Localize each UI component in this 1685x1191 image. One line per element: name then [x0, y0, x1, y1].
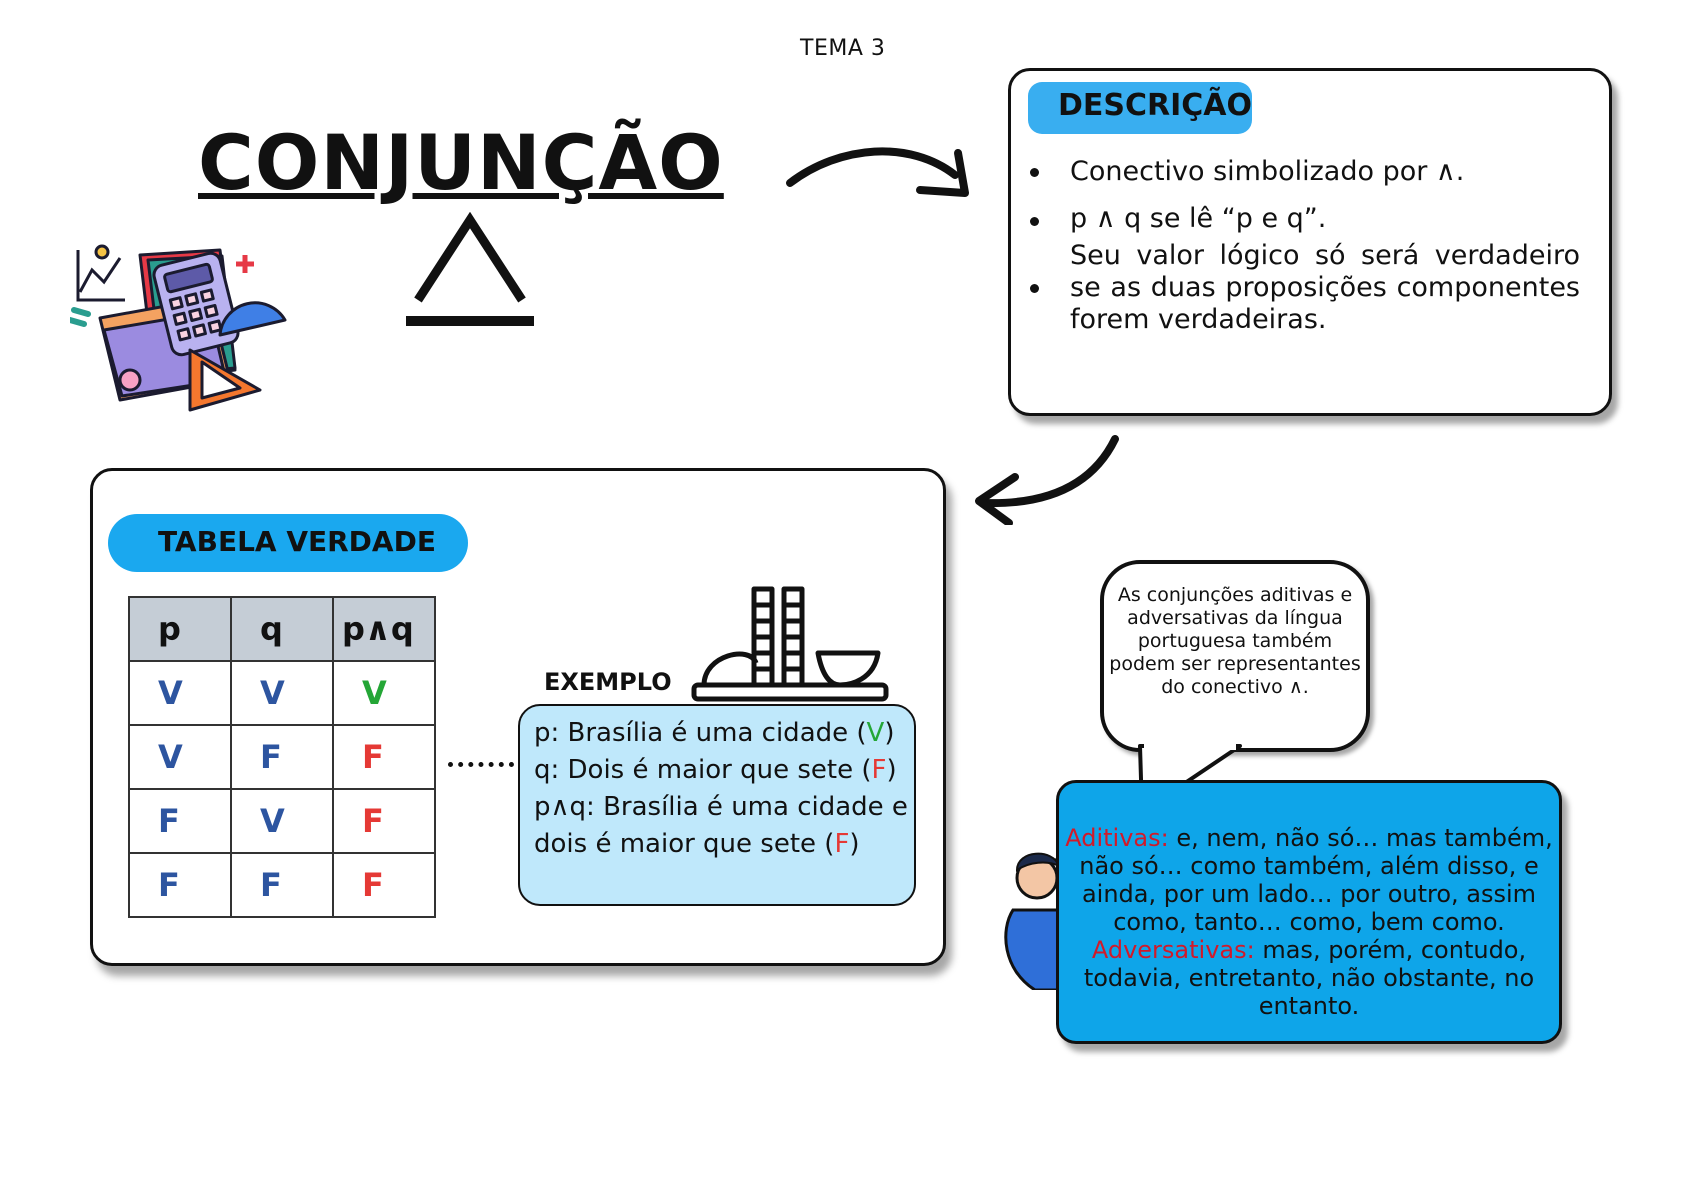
cell-q: F — [231, 853, 333, 917]
example-line-p-and-q: p∧q: Brasília é uma cidade e — [534, 792, 908, 822]
page-title: CONJUNÇÃO — [198, 118, 724, 207]
cell-result: F — [333, 853, 435, 917]
table-row — [129, 853, 435, 917]
cell-p: F — [129, 789, 231, 853]
adversativas-list: mas, porém, contudo, todavia, entretanto, não obstante, no entanto. — [1083, 936, 1535, 1020]
example-line-q: q: Dois é maior que sete (F) — [534, 755, 897, 785]
math-books-icon — [70, 240, 300, 420]
cell-q: V — [231, 661, 333, 725]
cell-p: V — [129, 725, 231, 789]
speech-bubble-text: As conjunções aditivas e adversativas da língua portuguesa também podem ser representantes do conectivo ∧. — [1109, 584, 1361, 698]
cell-p: F — [129, 853, 231, 917]
cell-result: F — [333, 789, 435, 853]
conjunction-symbol — [400, 212, 540, 332]
truth-table-heading: TABELA VERDADE — [158, 525, 436, 558]
table-row — [129, 725, 435, 789]
cell-result: F — [333, 725, 435, 789]
column-header-p: p — [129, 597, 231, 661]
table-header-row — [129, 597, 435, 661]
bullet-icon — [1030, 168, 1039, 177]
example-label: EXEMPLO — [544, 668, 672, 696]
conjunctions-text — [1062, 824, 1556, 1020]
cell-result: V — [333, 661, 435, 725]
description-heading: DESCRIÇÃO — [1058, 88, 1253, 123]
book-shelf-icon — [690, 585, 890, 705]
table-row — [129, 789, 435, 853]
table-row — [129, 661, 435, 725]
curved-arrow-right-icon — [780, 135, 980, 210]
cell-q: V — [231, 789, 333, 853]
cell-p: V — [129, 661, 231, 725]
bullet-icon — [1030, 217, 1039, 226]
cell-q: F — [231, 725, 333, 789]
bullet-icon — [1030, 284, 1039, 293]
tema-label: TEMA 3 — [800, 36, 886, 61]
truth-table — [128, 596, 436, 918]
dotted-connector — [448, 762, 514, 767]
adversativas-label: Adversativas: — [1091, 936, 1255, 964]
example-line-p-and-q-cont: dois é maior que sete (F) — [534, 829, 860, 859]
curved-arrow-left-icon — [965, 435, 1125, 525]
column-header-q: q — [231, 597, 333, 661]
aditivas-list: e, nem, não só… mas também, não só… como também, além disso, e ainda, por um lado… por outro, assim como, tanto… como, bem como. — [1079, 824, 1553, 936]
column-header-p-and-q: p∧q — [333, 597, 435, 661]
aditivas-label: Aditivas: — [1065, 824, 1169, 852]
example-line-p: p: Brasília é uma cidade (V) — [534, 718, 895, 748]
